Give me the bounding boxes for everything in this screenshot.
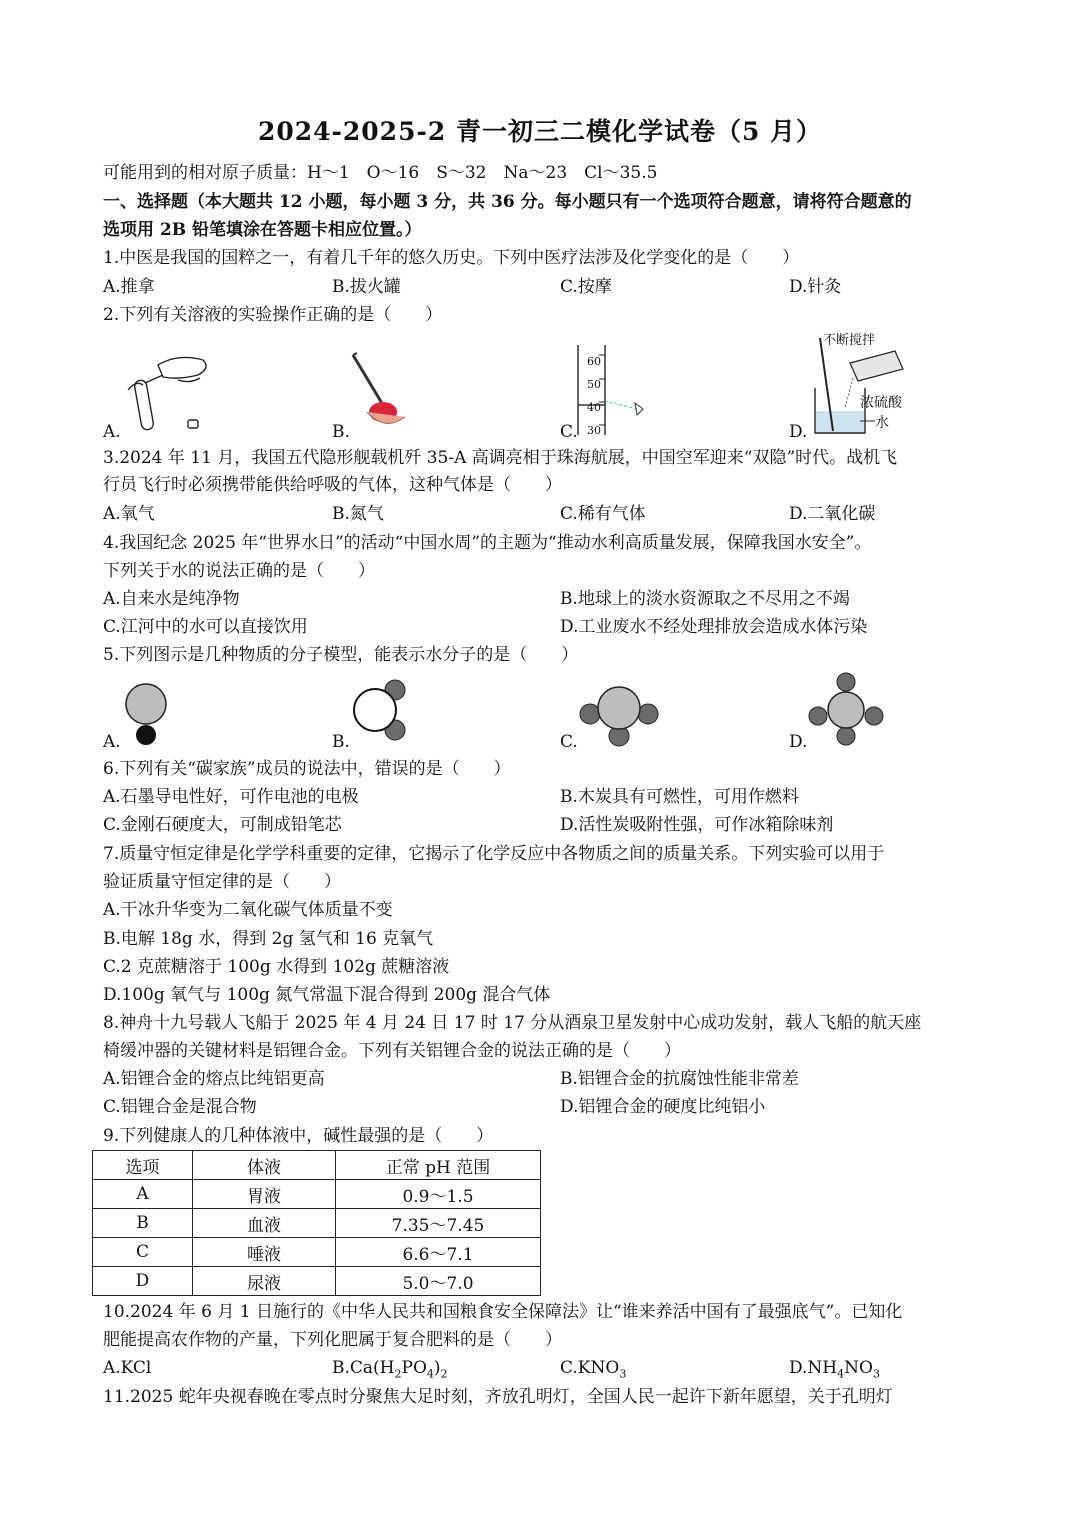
cell-fluid: 唾液 bbox=[193, 1238, 336, 1267]
q6-option-a: A.石墨导电性好，可作电池的电极 bbox=[103, 787, 359, 807]
q10-option-c: $C.KNO_3$ bbox=[560, 1358, 627, 1381]
q10-option-b: $B.Ca(H_2PO_4)_2$ bbox=[332, 1358, 448, 1381]
q6-option-d: D.活性炭吸附性强，可作冰箱除味剂 bbox=[560, 815, 834, 835]
cell-option: C bbox=[93, 1238, 193, 1267]
atomic-masses: 可能用到的相对原子质量：H～1 O～16 S～32 Na～23 Cl～35.5 bbox=[103, 163, 658, 183]
q2-tick-60: 60 bbox=[587, 355, 601, 368]
q8-option-b: B.铝锂合金的抗腐蚀性能非常差 bbox=[560, 1069, 799, 1089]
q6-option-c: C.金刚石硬度大，可制成铅笔芯 bbox=[103, 815, 342, 835]
cell-fluid: 尿液 bbox=[193, 1267, 336, 1296]
q2-tick-50: 50 bbox=[587, 378, 601, 391]
q2-label-c: C. bbox=[560, 422, 578, 442]
q4-option-a: A.自来水是纯净物 bbox=[103, 589, 240, 609]
q7-option-c: C.2 克蔗糖溶于 100g 水得到 102g 蔗糖溶液 bbox=[103, 957, 450, 977]
q1-option-b: B.拔火罐 bbox=[332, 277, 401, 297]
q2-label-a: A. bbox=[103, 422, 121, 442]
q8-stem-cont: 椅缓冲器的关键材料是铝锂合金。下列有关铝锂合金的说法正确的是（ ） bbox=[103, 1041, 681, 1061]
q4-option-c: C.江河中的水可以直接饮用 bbox=[103, 617, 308, 637]
q2-fig-d-acid-label: 浓硫酸 bbox=[860, 395, 902, 411]
cell-option: A bbox=[93, 1180, 193, 1209]
q2-tick-40: 40 bbox=[587, 401, 601, 414]
q1-option-c: C.按摩 bbox=[560, 277, 612, 297]
header-ph-range: 正常 pH 范围 bbox=[336, 1151, 541, 1180]
cell-ph: 5.0～7.0 bbox=[336, 1267, 541, 1296]
header-fluid: 体液 bbox=[193, 1151, 336, 1180]
q4-stem-cont: 下列关于水的说法正确的是（ ） bbox=[103, 561, 375, 581]
table-row bbox=[93, 1180, 541, 1209]
table-row bbox=[93, 1267, 541, 1296]
q7-option-a: A.干冰升华变为二氧化碳气体质量不变 bbox=[103, 900, 393, 920]
q2-label-d: D. bbox=[789, 422, 808, 442]
q1-option-a: A.推拿 bbox=[103, 277, 155, 297]
q4-option-d: D.工业废水不经处理排放会造成水体污染 bbox=[560, 617, 868, 637]
q2-fig-d-water-label: 水 bbox=[875, 415, 889, 431]
q8-stem: 8.神舟十九号载人飞船于 2025 年 4 月 24 日 17 时 17 分从酒泉卫星发射中心成功发射，载人飞船的航天座 bbox=[103, 1013, 922, 1033]
q5-molecule-b-illustration bbox=[347, 678, 417, 748]
q7-stem-cont: 验证质量守恒定律的是（ ） bbox=[103, 872, 341, 892]
q10-option-a: A.KCl bbox=[103, 1358, 152, 1378]
table-row bbox=[93, 1209, 541, 1238]
q11-stem: 11.2025 蛇年央视春晚在零点时分聚焦大足时刻，齐放孔明灯，全国人民一起许下新年愿望，关于孔明灯 bbox=[103, 1387, 893, 1407]
q2-fig-d-stir-label: 不断搅拌 bbox=[823, 333, 876, 348]
q5-molecule-a-illustration bbox=[118, 680, 178, 750]
q2-figure-a-pouring-illustration bbox=[118, 345, 218, 437]
q2-label-b: B. bbox=[332, 422, 350, 442]
q5-label-a: A. bbox=[103, 732, 121, 752]
q2-stem: 2.下列有关溶液的实验操作正确的是（ ） bbox=[103, 305, 443, 325]
q3-option-a: A.氧气 bbox=[103, 504, 155, 524]
section-heading-cont: 选项用 2B 铅笔填涂在答题卡相应位置。） bbox=[103, 220, 422, 240]
page-title: 2024-2025-2 青一初三二模化学试卷（5 月） bbox=[257, 117, 823, 146]
q1-stem: 1.中医是我国的国粹之一，有着几千年的悠久历史。下列中医疗法涉及化学变化的是（ ） bbox=[103, 248, 800, 268]
cell-fluid: 胃液 bbox=[193, 1180, 336, 1209]
q2-tick-30: 30 bbox=[587, 424, 601, 437]
q5-label-b: B. bbox=[332, 732, 350, 752]
q5-stem: 5.下列图示是几种物质的分子模型，能表示水分子的是（ ） bbox=[103, 645, 579, 665]
q4-stem: 4.我国纪念 2025 年“世界水日”的活动“中国水周”的主题为“推动水利高质量发展，保障我国水安全”。 bbox=[103, 533, 872, 553]
section-heading: 一、选择题（本大题共 12 小题，每小题 3 分，共 36 分。每小题只有一个选项符合题意，请将符合题意的 bbox=[103, 192, 912, 212]
cell-fluid: 血液 bbox=[193, 1209, 336, 1238]
cell-ph: 6.6～7.1 bbox=[336, 1238, 541, 1267]
q7-stem: 7.质量守恒定律是化学学科重要的定律，它揭示了化学反应中各物质之间的质量关系。下列实验可以用于 bbox=[103, 844, 885, 864]
q4-option-b: B.地球上的淡水资源取之不尽用之不竭 bbox=[560, 589, 850, 609]
cell-ph: 7.35～7.45 bbox=[336, 1209, 541, 1238]
q5-label-c: C. bbox=[560, 732, 578, 752]
q10-stem: 10.2024 年 6 月 1 日施行的《中华人民共和国粮食安全保障法》让“谁来养活中国有了最强底气”。已知化 bbox=[103, 1302, 903, 1322]
q3-option-c: C.稀有气体 bbox=[560, 504, 646, 524]
q7-option-b: B.电解 18g 水，得到 2g 氢气和 16 克氧气 bbox=[103, 929, 434, 949]
cell-option: D bbox=[93, 1267, 193, 1296]
header-option: 选项 bbox=[93, 1151, 193, 1180]
q8-option-a: A.铝锂合金的熔点比纯铝更高 bbox=[103, 1069, 325, 1089]
table-header-row bbox=[93, 1151, 541, 1180]
q3-option-b: B.氮气 bbox=[332, 504, 384, 524]
q8-option-d: D.铝锂合金的硬度比纯铝小 bbox=[560, 1097, 766, 1117]
q7-option-d: D.100g 氧气与 100g 氮气常温下混合得到 200g 混合气体 bbox=[103, 985, 551, 1005]
ph-table bbox=[92, 1150, 541, 1296]
q5-molecule-c-illustration bbox=[578, 680, 663, 750]
q2-figure-b-dropper-illustration bbox=[345, 350, 415, 435]
q9-stem: 9.下列健康人的几种体液中，碱性最强的是（ ） bbox=[103, 1126, 494, 1146]
q3-option-d: D.二氧化碳 bbox=[789, 504, 876, 524]
q3-stem: 3.2024 年 11 月，我国五代隐形舰载机歼 35-A 高调亮相于珠海航展，中国空军迎来“双隐”时代。战机飞 bbox=[103, 448, 898, 468]
cell-option: B bbox=[93, 1209, 193, 1238]
q6-option-b: B.木炭具有可燃性，可用作燃料 bbox=[560, 787, 799, 807]
q1-option-d: D.针灸 bbox=[789, 277, 842, 297]
q10-option-d: $D.NH_4NO_3$ bbox=[789, 1358, 880, 1381]
q5-molecule-d-illustration bbox=[808, 672, 888, 748]
cell-ph: 0.9～1.5 bbox=[336, 1180, 541, 1209]
q10-stem-cont: 肥能提高农作物的产量，下列化肥属于复合肥料的是（ ） bbox=[103, 1330, 562, 1350]
q6-stem: 6.下列有关“碳家族”成员的说法中，错误的是（ ） bbox=[103, 759, 511, 779]
table-row bbox=[93, 1238, 541, 1267]
q5-label-d: D. bbox=[789, 732, 808, 752]
q8-option-c: C.铝锂合金是混合物 bbox=[103, 1097, 257, 1117]
q3-stem-cont: 行员飞行时必须携带能供给呼吸的气体，这种气体是（ ） bbox=[103, 475, 562, 495]
